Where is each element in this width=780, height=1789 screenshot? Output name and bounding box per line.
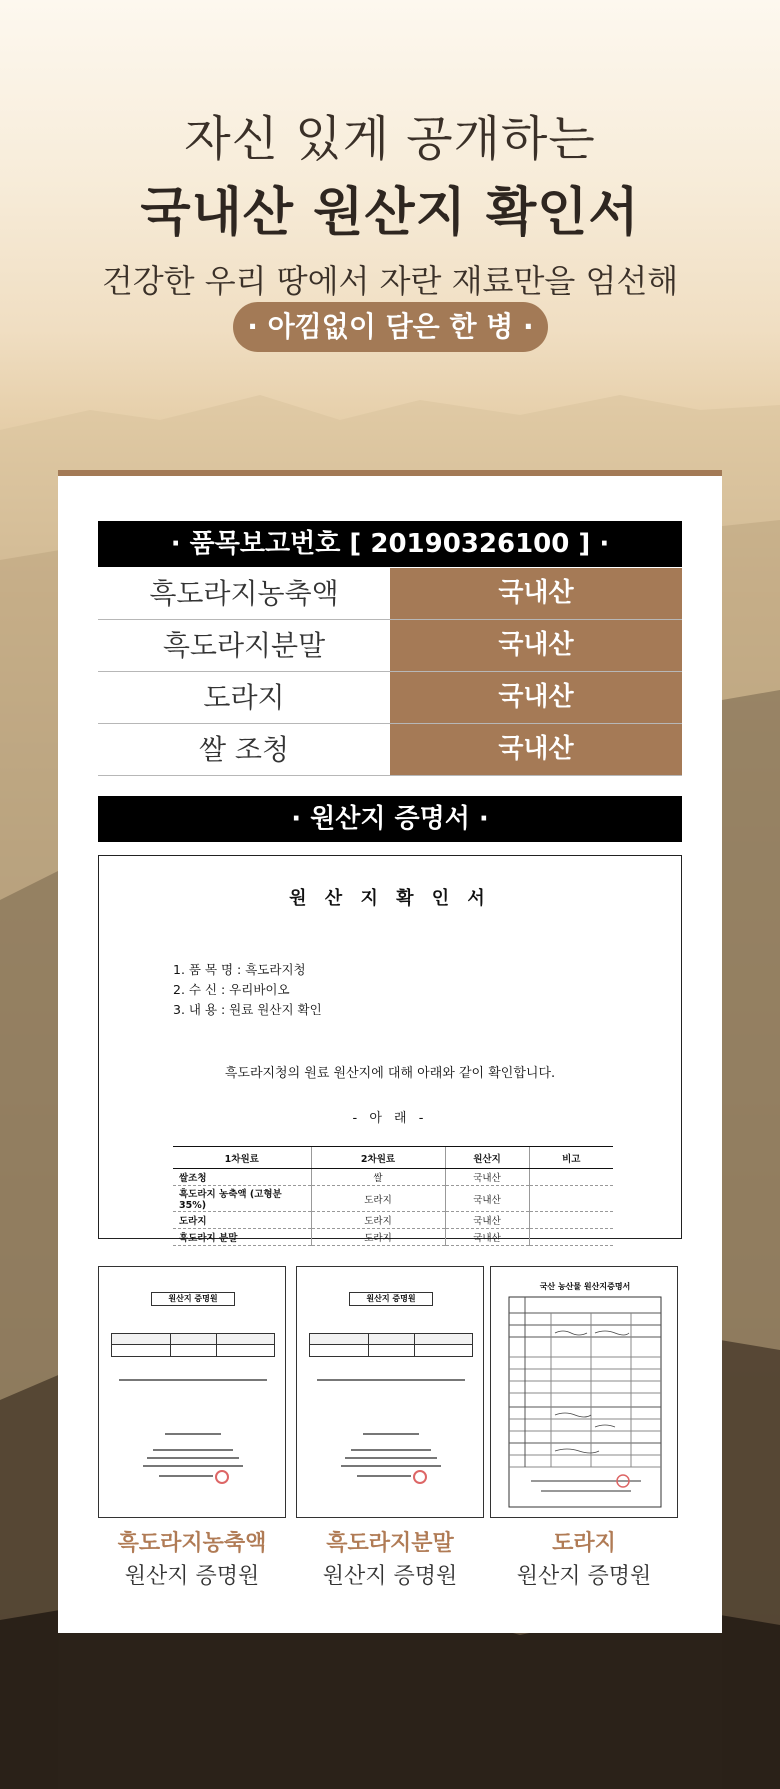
table-cell <box>529 1186 613 1212</box>
table-row <box>173 1229 613 1246</box>
thumbnail-caption-product: 흑도라지분말 <box>326 1531 454 1556</box>
certificate-thumbnail <box>98 1266 286 1518</box>
product-origin: 국내산 <box>390 620 682 671</box>
column-header: 2차원료 <box>311 1147 445 1169</box>
thumbnail-title: 원산지 증명원 <box>151 1292 235 1306</box>
product-origin: 국내산 <box>390 672 682 723</box>
table-cell <box>529 1212 613 1229</box>
table-cell: 국내산 <box>445 1169 529 1186</box>
document-item-content: 3. 내 용 : 원료 원산지 확인 <box>173 1002 322 1017</box>
thumbnail-caption-product: 도라지 <box>552 1531 616 1556</box>
thumbnail-table <box>111 1333 275 1357</box>
table-header-row <box>173 1147 613 1169</box>
hero-headline-1: 자신 있게 공개하는 <box>184 111 596 167</box>
thumbnail-caption-label: 원산지 증명원 <box>322 1564 458 1589</box>
table-cell <box>529 1169 613 1186</box>
certificate-thumbnail <box>490 1266 678 1518</box>
thumbnail-text-line <box>363 1433 419 1435</box>
product-origin: 국내산 <box>390 568 682 619</box>
column-header: 원산지 <box>445 1147 529 1169</box>
seal-icon <box>413 1470 427 1484</box>
table-cell: 흑도라지 분말 <box>173 1229 311 1246</box>
table-cell: 국내산 <box>445 1229 529 1246</box>
thumbnail-table <box>309 1333 473 1357</box>
table-cell: 도라지 <box>311 1186 445 1212</box>
product-origin: 국내산 <box>390 724 682 775</box>
product-name: 도라지 <box>203 681 285 714</box>
thumbnail-table-header <box>112 1334 274 1345</box>
thumbnail-text-line <box>119 1379 267 1381</box>
hero-headline-2: 국내산 원산지 확인서 <box>140 183 640 243</box>
document-below-marker: - 아 래 - <box>352 1111 428 1126</box>
thumbnail-table-divider <box>216 1334 217 1356</box>
document-ingredient-table <box>173 1146 613 1246</box>
product-row <box>98 672 682 724</box>
certificate-card <box>58 470 722 1633</box>
thumbnail-caption-product: 흑도라지농축액 <box>117 1531 267 1556</box>
thumbnail-text-line <box>317 1379 465 1381</box>
thumbnail-text-line <box>351 1449 431 1451</box>
product-name: 흑도라지농축액 <box>149 577 339 610</box>
handwritten-form-grid <box>491 1267 678 1518</box>
thumbnail-text-line <box>341 1465 441 1467</box>
certificate-thumbnail <box>296 1266 484 1518</box>
product-name: 흑도라지분말 <box>162 629 326 662</box>
hero-pill-badge: · 아낌없이 담은 한 병 · <box>233 302 548 352</box>
thumbnail-table-divider <box>170 1334 171 1356</box>
table-cell: 쌀 <box>311 1169 445 1186</box>
thumbnail-text-line <box>159 1475 213 1477</box>
thumbnail-text-line <box>153 1449 233 1451</box>
table-row <box>173 1169 613 1186</box>
table-cell: 도라지 <box>311 1212 445 1229</box>
thumbnail-table-divider <box>368 1334 369 1356</box>
product-origin-table <box>98 568 682 776</box>
table-cell: 쌀조청 <box>173 1169 311 1186</box>
table-cell: 도라지 <box>311 1229 445 1246</box>
table-row <box>173 1212 613 1229</box>
thumbnail-table-divider <box>414 1334 415 1356</box>
document-item-recipient: 2. 수 신 : 우리바이오 <box>173 982 290 997</box>
thumbnail-caption-label: 원산지 증명원 <box>124 1564 260 1589</box>
thumbnail-title: 원산지 증명원 <box>349 1292 433 1306</box>
thumbnail-table-header <box>310 1334 472 1345</box>
document-item-product: 1. 품 목 명 : 흑도라지청 <box>173 962 306 977</box>
origin-certificate-bar: · 원산지 증명서 · <box>98 796 682 842</box>
product-row <box>98 724 682 776</box>
table-row <box>173 1186 613 1212</box>
thumbnail-text-line <box>357 1475 411 1477</box>
document-title: 원 산 지 확 인 서 <box>289 888 491 909</box>
hero-subtitle: 건강한 우리 땅에서 자란 재료만을 엄선해 <box>101 262 679 300</box>
table-cell: 국내산 <box>445 1212 529 1229</box>
table-cell: 흑도라지 농축액 (고형분 35%) <box>173 1186 311 1212</box>
thumbnail-text-line <box>165 1433 221 1435</box>
table-cell <box>529 1229 613 1246</box>
column-header: 비고 <box>529 1147 613 1169</box>
origin-confirmation-document <box>98 855 682 1244</box>
thumbnail-text-line <box>147 1457 239 1459</box>
thumbnail-text-line <box>143 1465 243 1467</box>
thumbnail-text-line <box>345 1457 437 1459</box>
thumbnail-caption-label: 원산지 증명원 <box>516 1564 652 1589</box>
thumbnail-title: 국산 농산물 원산지증명서 <box>539 1282 631 1291</box>
product-row <box>98 620 682 672</box>
table-cell: 국내산 <box>445 1186 529 1212</box>
document-body-text: 흑도라지청의 원료 원산지에 대해 아래와 같이 확인합니다. <box>224 1066 556 1081</box>
seal-icon <box>215 1470 229 1484</box>
table-cell: 도라지 <box>173 1212 311 1229</box>
column-header: 1차원료 <box>173 1147 311 1169</box>
product-row <box>98 568 682 620</box>
product-name: 쌀 조청 <box>198 733 290 766</box>
report-number-bar: · 품목보고번호 [ 20190326100 ] · <box>98 521 682 567</box>
